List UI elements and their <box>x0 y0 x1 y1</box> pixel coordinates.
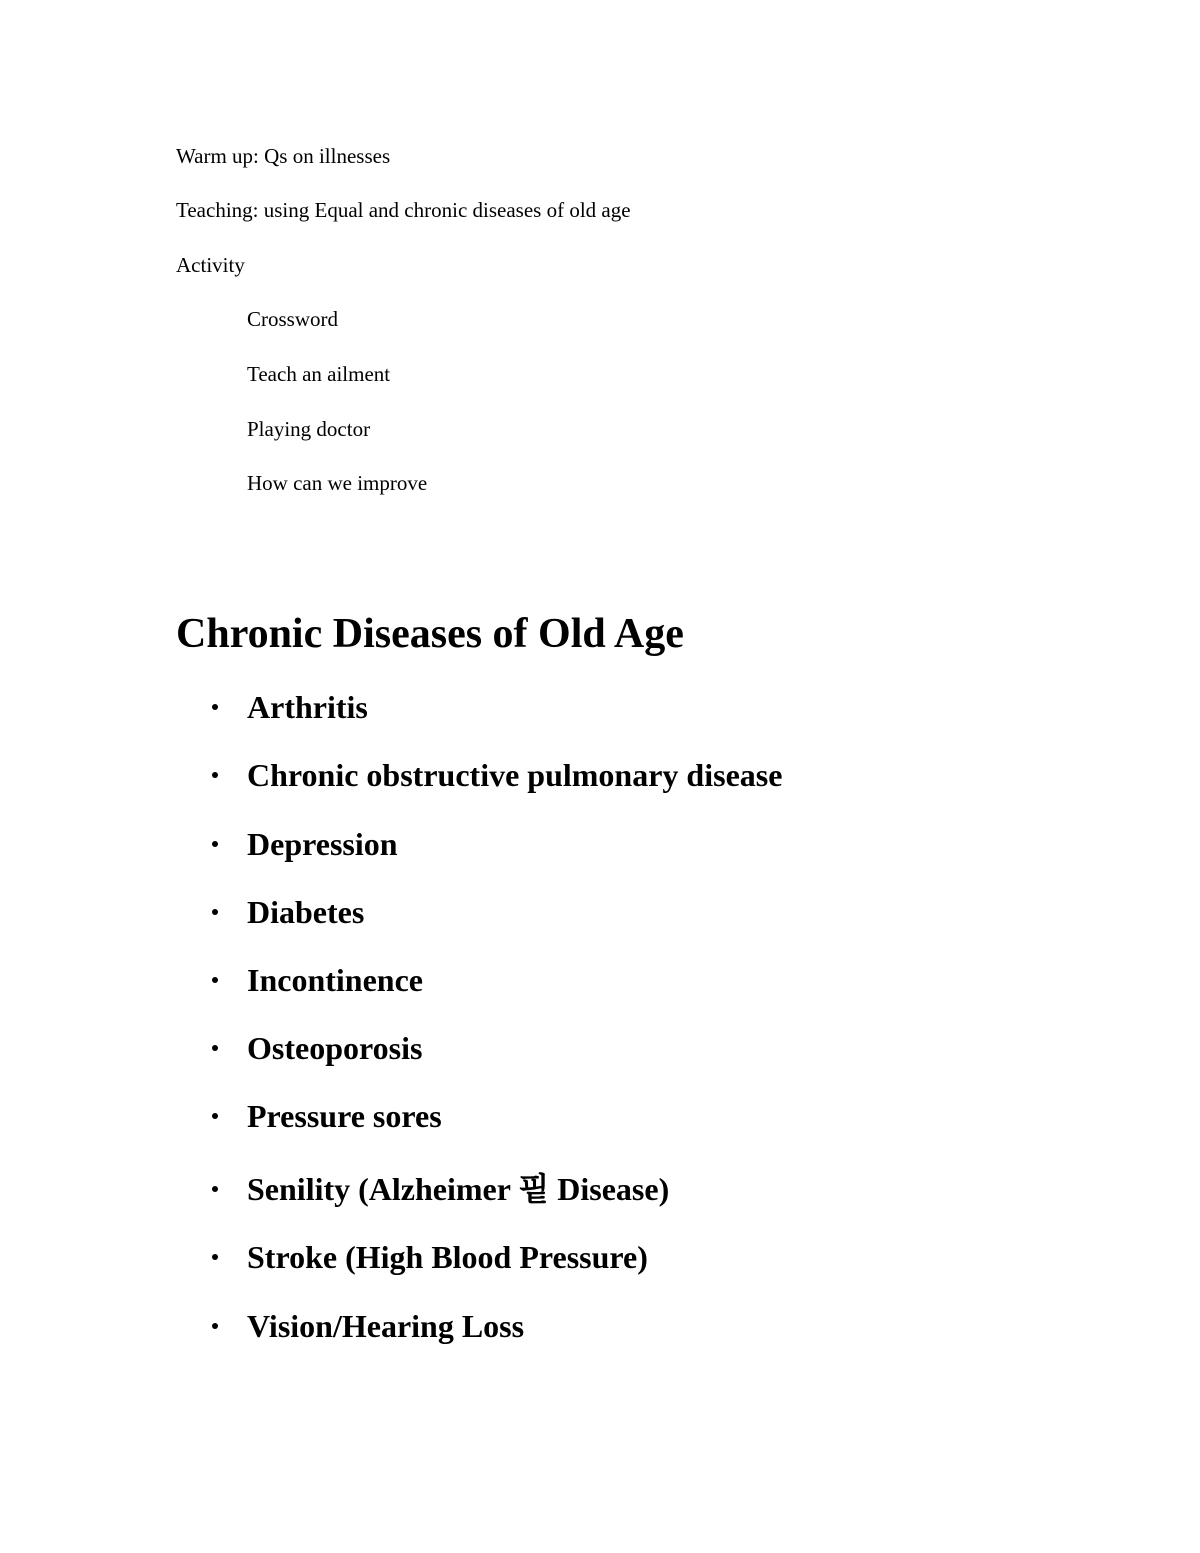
warm-up-line: Warm up: Qs on illnesses <box>176 144 391 168</box>
bullet-icon <box>212 1113 218 1119</box>
disease-label: Pressure sores <box>247 1098 442 1134</box>
teaching-line: Teaching: using Equal and chronic diseases of old age <box>176 198 631 222</box>
activity-item: Crossword <box>247 307 339 331</box>
activity-item: How can we improve <box>247 471 428 495</box>
bullet-icon <box>212 1045 218 1051</box>
bullet-icon <box>212 1186 218 1192</box>
disease-label: Vision/Hearing Loss <box>247 1308 525 1344</box>
activity-item: Teach an ailment <box>247 362 391 386</box>
bullet-icon <box>212 909 218 915</box>
bullet-icon <box>212 772 218 778</box>
activity-heading: Activity <box>176 253 245 277</box>
disease-label: Incontinence <box>247 962 423 998</box>
activity-item: Playing doctor <box>247 417 371 441</box>
disease-label: Depression <box>247 826 398 862</box>
disease-label: Senility (Alzheimer 핕 Disease) <box>247 1171 670 1207</box>
bullet-icon <box>212 977 218 983</box>
bullet-icon <box>212 1323 218 1329</box>
bullet-icon <box>212 1254 218 1260</box>
chronic-diseases-heading: Chronic Diseases of Old Age <box>176 611 684 657</box>
disease-label: Osteoporosis <box>247 1030 423 1066</box>
disease-label: Arthritis <box>247 689 368 725</box>
bullet-icon <box>212 704 218 710</box>
disease-label: Stroke (High Blood Pressure) <box>247 1239 648 1275</box>
bullet-icon <box>212 841 218 847</box>
disease-label: Diabetes <box>247 894 365 930</box>
disease-label: Chronic obstructive pulmonary disease <box>247 757 783 793</box>
